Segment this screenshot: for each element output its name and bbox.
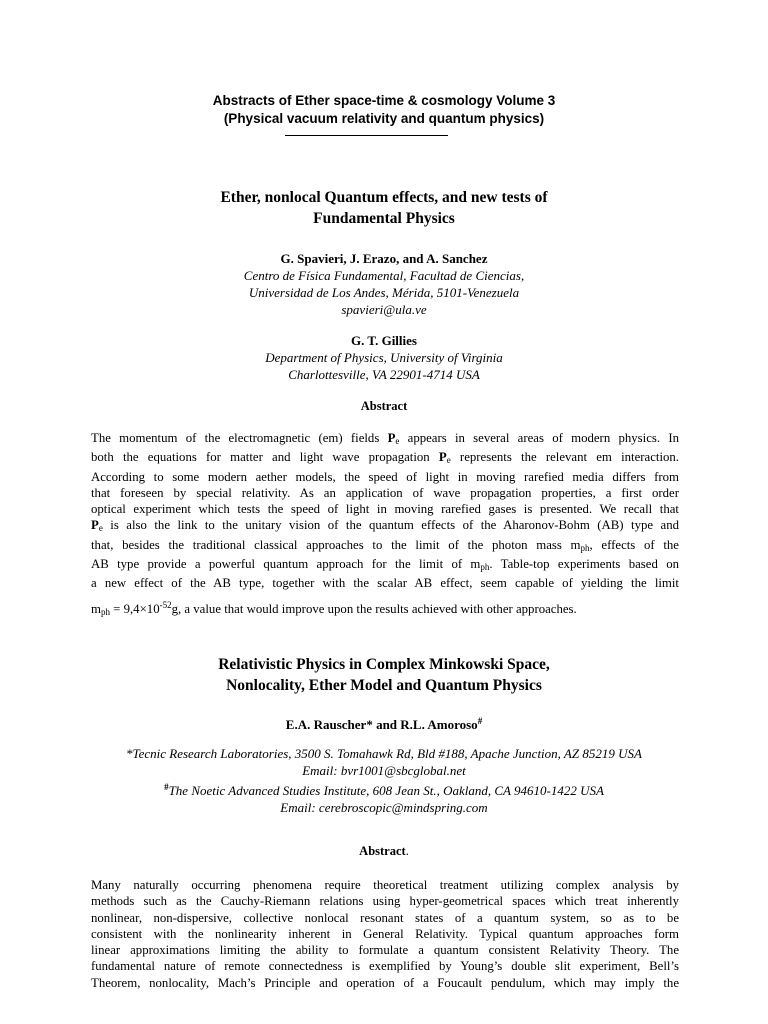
paper2-affiliation-1: *Tecnic Research Laboratories, 3500 S. Tomahawk Rd, Bld #188, Apache Junction, AZ 85219 USA: [126, 746, 642, 761]
paper2-abstract: Many naturally occurring phenomena require theoretical treatment utilizing complex analysis by methods such as the Cauchy-Riemann relations using hyper-geometrical spaces which treat inherently nonlinear, non-dispersive, collective nonlocal resonant states of a quantum system, so as to be consistent with the nonlinearity inherent in General Relativity. Typical quantum approaches form linear approximations limiting the ability to formulate a quantum consistent Relativity Theory. The fundamental nature of remote connectedness is exemplified by Young’s double slit experiment, Bell’s Theorem, nonlocality, Mach’s Principle and operation of a Foucault pendulum, which may imply the: [91, 878, 679, 990]
volume-subtitle: (Physical vacuum relativity and quantum physics): [223, 111, 545, 126]
paper2-title: Relativistic Physics in Complex Minkowski Space, Nonlocality, Ether Model and Quantum Physics: [218, 656, 550, 694]
paper1-affiliation-2: Department of Physics, University of Virginia Charlottesville, VA 22901-4714 USA: [265, 350, 503, 382]
paper2-authors: E.A. Rauscher* and R.L. Amoroso#: [285, 716, 483, 732]
header-rule: [285, 135, 448, 136]
volume-title: Abstracts of Ether space-time & cosmology Volume 3: [212, 93, 556, 108]
paper2-affiliations: [0, 745, 768, 816]
paper2-email-2: Email: cerebroscopic@mindspring.com: [280, 800, 488, 815]
paper1-title: Ether, nonlocal Quantum effects, and new tests of Fundamental Physics: [220, 189, 548, 227]
paper1-abstract: The momentum of the electromagnetic (em) fields $P_e$ appears in several areas of modern physics. In both the equations for matter and light wave propagation $P_e$ represents the relevant em interaction. According to some modern aether models, the speed of light in moving rarefied media differs from that foreseen by special relativity. As an application of wave propagation properties, a first order optical experiment which tests the speed of light in moving rarefied gases is presented. We recall that $P_e$ is also the link to the unitary vision of the quantum effects of the Aharonov-Bohm (AB) type and that, besides the traditional classical approaches to the limit of the photon mass $m_{ph}$, effects of the AB type provide a powerful quantum approach for the limit of $m_{ph}$. Table-top experiments based on a new effect of the AB type, together with the scalar AB effect, seem capable of yielding the limit $m_{ph} = 9,4\times 10^{-52}g$, a value that would improve upon the results achieved with other approaches.: [91, 431, 679, 617]
paper1-authors-2: G. T. Gillies: [351, 333, 417, 348]
paper1-abstract-heading: Abstract: [360, 399, 408, 413]
paper1-authors: G. Spavieri, J. Erazo, and A. Sanchez: [280, 251, 488, 266]
paper2-affiliation-2: #The Noetic Advanced Studies Institute, 608 Jean St., Oakland, CA 94610-1422 USA: [164, 782, 604, 798]
paper1-email: spavieri@ula.ve: [341, 302, 427, 317]
paper2-email-1: Email: bvr1001@sbcglobal.net: [302, 763, 466, 778]
paper1-affiliation: Centro de Física Fundamental, Facultad de Ciencias, Universidad de Los Andes, Mérida, 5101-Venezuela spavieri@ula.ve: [0, 267, 768, 318]
paper2-abstract-heading: Abstract.: [359, 844, 409, 858]
volume-header: [0, 92, 768, 128]
